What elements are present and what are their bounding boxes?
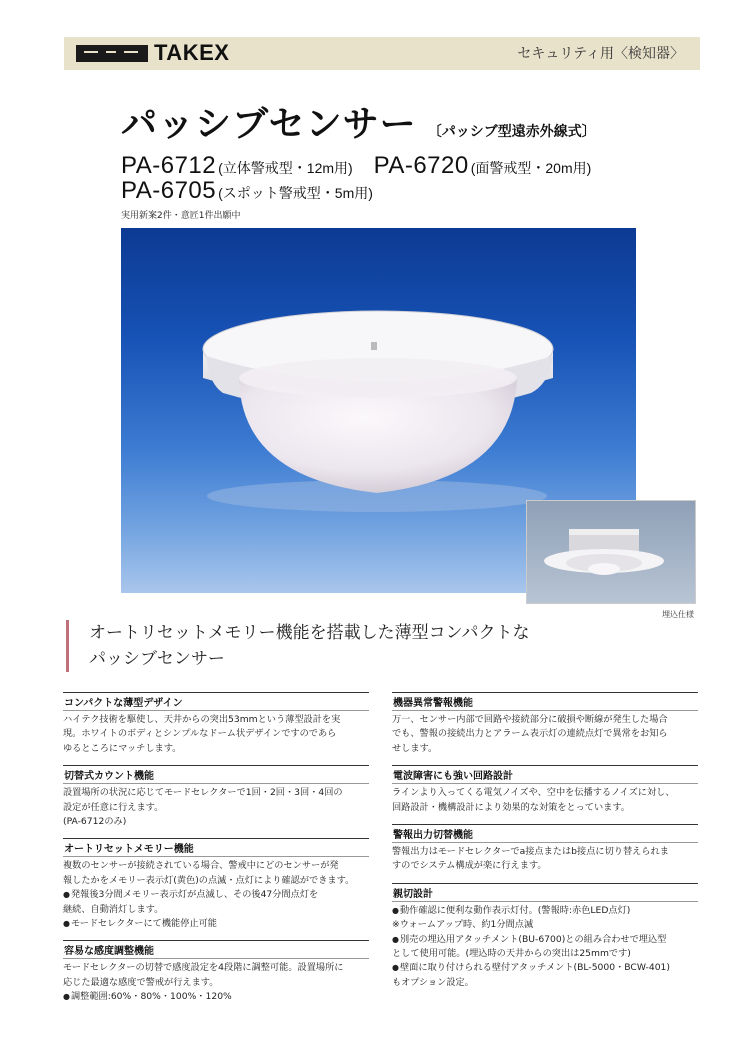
page-title: パッシブセンサー bbox=[121, 104, 417, 145]
feature-section bbox=[63, 838, 369, 931]
feature-section bbox=[392, 824, 698, 874]
feature-bullet-line: ● モードセレクターにて機能停止可能 bbox=[63, 917, 369, 931]
brand-name: TAKEX bbox=[154, 40, 230, 65]
feature-body bbox=[392, 713, 698, 756]
feature-body bbox=[63, 961, 369, 1004]
feature-section bbox=[392, 692, 698, 756]
model-code: PA-6720 bbox=[373, 152, 469, 179]
feature-line: 応じた最適な感度で警戒が行えます。 bbox=[63, 976, 219, 988]
feature-line: モードセレクターの切替で感度設定を4段階に調整可能。設置場所に bbox=[63, 962, 344, 974]
model-line-1 bbox=[121, 152, 591, 180]
feature-line: ゆるところにマッチします。 bbox=[63, 742, 182, 754]
model-code: PA-6705 bbox=[121, 177, 217, 204]
inset-photo bbox=[526, 500, 696, 604]
feature-bullet-line: ● 壁面に取り付けられる壁付アタッチメント(BL-5000・BCW-401) bbox=[392, 961, 698, 975]
feature-heading: コンパクトな薄型デザイン bbox=[63, 692, 369, 711]
feature-section bbox=[63, 765, 369, 829]
feature-heading: 切替式カウント機能 bbox=[63, 765, 369, 784]
feature-line: 設定が任意に行えます。 bbox=[63, 801, 164, 813]
feature-bullet-line: ● 発報後3分間メモリー表示灯が点滅し、その後47分間点灯を bbox=[63, 888, 369, 902]
feature-line: 警報出力はモードセレクターでa接点またはb接点に切り替えられま bbox=[392, 846, 669, 858]
feature-body bbox=[63, 859, 369, 931]
feature-bullet-line: ● 調整範囲:60%・80%・100%・120% bbox=[63, 990, 369, 1004]
feature-bullet-line: ● 別売の埋込用アタッチメント(BU-6700)との組み合わせで埋込型 bbox=[392, 933, 698, 947]
model-code: PA-6712 bbox=[121, 152, 217, 179]
feature-column-left bbox=[63, 692, 369, 1014]
feature-line: として使用可能。(埋込時の天井からの突出は25mmです) bbox=[392, 948, 631, 960]
feature-section bbox=[63, 692, 369, 756]
feature-heading: 容易な感度調整機能 bbox=[63, 940, 369, 959]
feature-line: ※ウォームアップ時、約1分間点滅 bbox=[392, 919, 534, 931]
patent-note: 実用新案2件・意匠1件出願中 bbox=[121, 211, 241, 221]
feature-bullet-line: ● 動作確認に便利な動作表示灯付。(警報時:赤色LED点灯) bbox=[392, 904, 698, 918]
feature-section bbox=[63, 940, 369, 1004]
feature-section bbox=[392, 765, 698, 815]
feature-line: せします。 bbox=[392, 742, 438, 754]
feature-body bbox=[392, 845, 698, 874]
feature-line: すのでシステム構成が楽に行えます。 bbox=[392, 860, 547, 872]
inset-sensor-illustration bbox=[527, 501, 696, 604]
page-subtitle: 〔パッシブ型遠赤外線式〕 bbox=[427, 124, 596, 140]
feature-line: でも、警報の接続出力とアラーム表示灯の連続点灯で異常をお知ら bbox=[392, 728, 668, 740]
feature-heading: 親切設計 bbox=[392, 883, 698, 902]
feature-line: 回路設計・機構設計により効果的な対策をとっています。 bbox=[392, 801, 630, 813]
feature-line: 複数のセンサーが接続されている場合、警戒中にどのセンサーが発 bbox=[63, 860, 339, 872]
feature-heading: 警報出力切替機能 bbox=[392, 824, 698, 843]
feature-heading: オートリセットメモリー機能 bbox=[63, 838, 369, 857]
feature-line: 報したかをメモリー表示灯(黄色)の点滅・点灯により確認ができます。 bbox=[63, 874, 355, 886]
feature-section bbox=[392, 883, 698, 990]
tagline-line: オートリセットメモリー機能を搭載した薄型コンパクトな bbox=[89, 623, 530, 643]
feature-line: ラインより入ってくる電気ノイズや、空中を伝播するノイズに対し、 bbox=[392, 787, 675, 799]
feature-body bbox=[392, 904, 698, 990]
feature-line: 現。ホワイトのボディとシンプルなドーム状デザインですのであら bbox=[63, 728, 337, 740]
tagline bbox=[66, 620, 529, 672]
feature-line: もオプション設定。 bbox=[392, 976, 474, 988]
brand-logo bbox=[76, 41, 229, 65]
feature-line: 設置場所の状況に応じてモードセレクターで1回・2回・3回・4回の bbox=[63, 787, 343, 799]
logo-mark bbox=[76, 45, 148, 62]
feature-line: (PA-6712のみ) bbox=[63, 816, 127, 828]
model-desc: (面警戒型・20m用) bbox=[470, 160, 592, 176]
model-line-2 bbox=[121, 177, 373, 205]
category-label: セキュリティ用〈検知器〉 bbox=[517, 46, 684, 62]
feature-heading: 電波障害にも強い回路設計 bbox=[392, 765, 698, 784]
feature-body bbox=[63, 786, 369, 829]
feature-body bbox=[63, 713, 369, 756]
model-desc: (立体警戒型・12m用) bbox=[218, 160, 353, 176]
feature-line: 継続、自動消灯します。 bbox=[63, 903, 164, 915]
feature-line: 万一、センサー内部で回路や接続部分に破損や断線が発生した場合 bbox=[392, 714, 668, 725]
model-desc: (スポット警戒型・5m用) bbox=[218, 185, 373, 201]
feature-column-right bbox=[392, 692, 698, 999]
feature-line: ハイテク技術を駆使し、天井からの突出53mmという薄型設計を実 bbox=[63, 714, 341, 725]
tagline-line: パッシブセンサー bbox=[89, 649, 225, 669]
inset-caption: 埋込仕様 bbox=[662, 610, 694, 619]
title-block bbox=[121, 96, 596, 147]
feature-heading: 機器異常警報機能 bbox=[392, 692, 698, 711]
feature-body bbox=[392, 786, 698, 815]
